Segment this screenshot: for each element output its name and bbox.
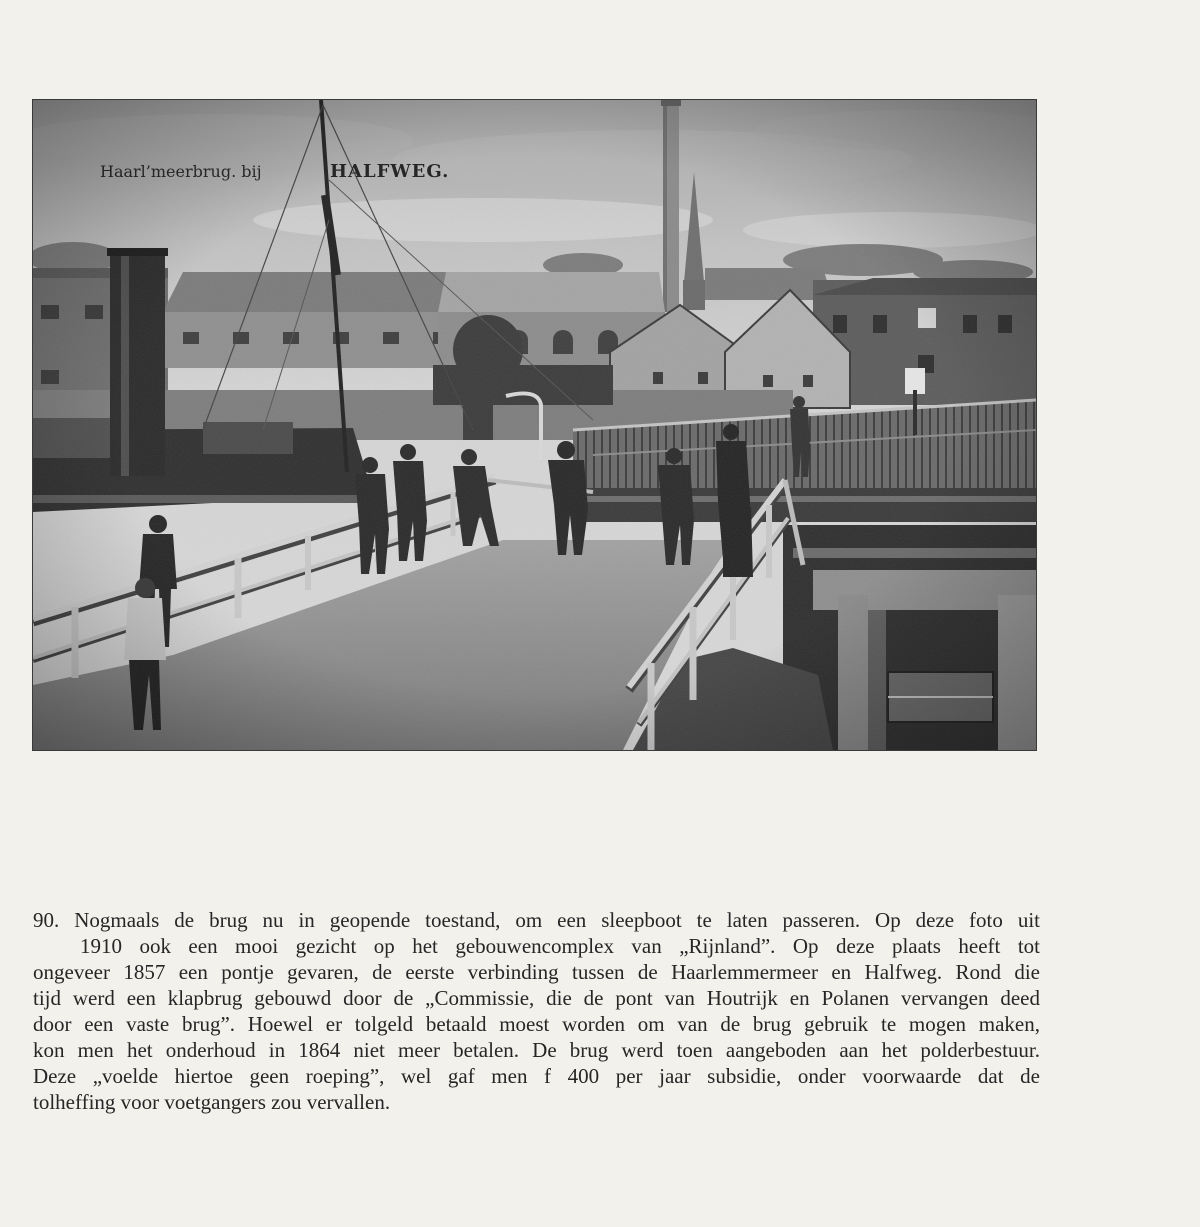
caption-line: door een vaste brug”. Hoewel er tolgeld betaald moest worden om van de brug gebruik te mogen maken,: [33, 1012, 1040, 1036]
caption-line: Deze „voelde hiertoe geen roeping”, wel gaf men f 400 per jaar subsidie, onder voorwaarde dat de: [33, 1064, 1040, 1088]
photograph-drawing: [33, 100, 1036, 750]
photo-vignette: [33, 100, 1036, 750]
caption-line: 90. Nogmaals de brug nu in geopende toestand, om een sleepboot te laten passeren. Op deze foto uit: [33, 908, 1040, 932]
caption-line: ongeveer 1857 een pontje gevaren, de eerste verbinding tussen de Haarlemmermeer en Halfweg. Rond die: [33, 960, 1040, 984]
caption-line: tijd werd een klapbrug gebouwd door de „Commissie, die de pont van Houtrijk en Polanen vervangen deed: [33, 986, 1040, 1010]
caption-line: tolheffing voor voetgangers zou vervallen.: [33, 1090, 391, 1114]
caption-line: 1910 ook een mooi gezicht op het gebouwencomplex van „Rijnland”. Op deze plaats heeft tot: [80, 934, 1040, 958]
caption-line: kon men het onderhoud in 1864 niet meer betalen. De brug werd toen aangeboden aan het polderbestuur.: [33, 1038, 1040, 1062]
historic-photograph: [33, 100, 1036, 750]
photo-caption: [33, 907, 1040, 1115]
